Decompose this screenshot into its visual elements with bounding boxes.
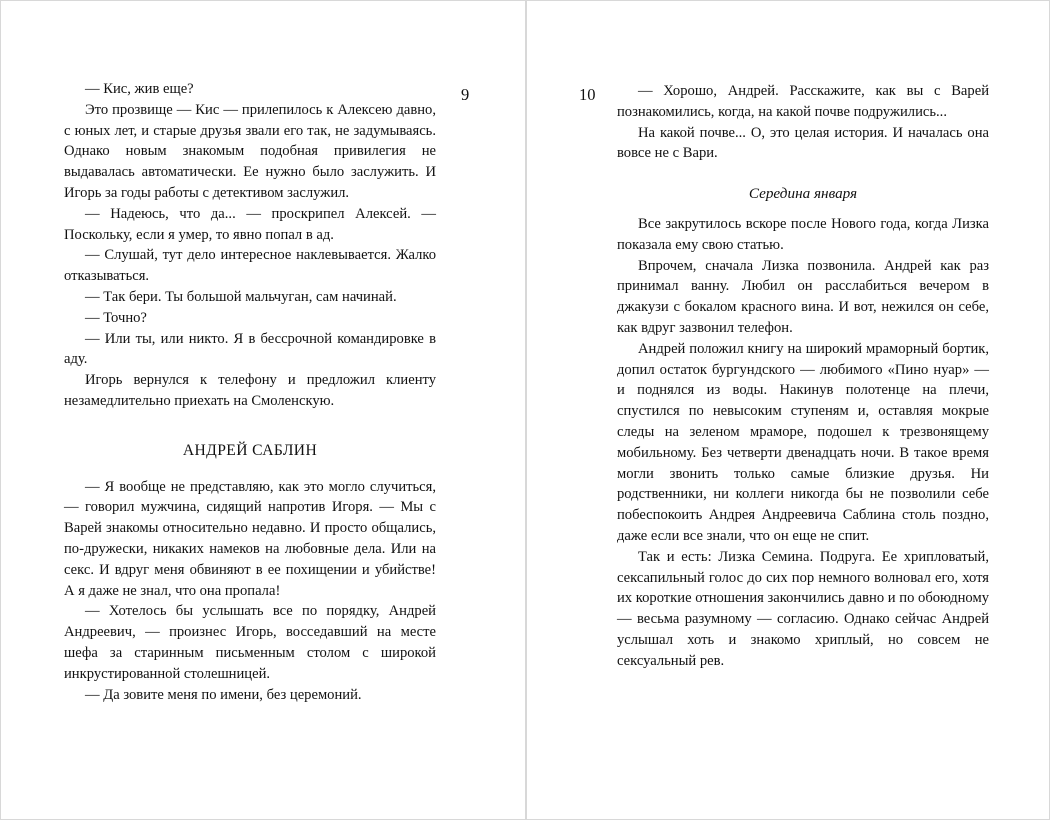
- paragraph: На какой почве... О, это целая история. И началась она вовсе не с Вари.: [617, 124, 989, 162]
- paragraph: — Так бери. Ты большой мальчуган, сам начинай.: [85, 288, 397, 305]
- page-text: [617, 81, 989, 672]
- paragraph: — Я вообще не представляю, как это могло случиться, — говорил мужчина, сидящий напротив Игоря. — Мы с Варей знакомы относительно недавно. И просто общались, по-дружески, никаких намеков на любовные дела. Или на секс. И вдруг меня обвиняют в ее похищении и убийстве! А я даже не знал, что она пропала!: [64, 478, 436, 599]
- paragraph: — Хотелось бы услышать все по порядку, Андрей Андреевич, — произнес Игорь, восседавший на месте шефа за старинным письменным столом с широкой инкрустированной столешницей.: [64, 603, 436, 682]
- paragraph: — Слушай, тут дело интересное наклевывается. Жалко отказываться.: [64, 247, 436, 285]
- paragraph: — Надеюсь, что да... — проскрипел Алексей. — Поскольку, если я умер, то явно попал в ад.: [64, 205, 436, 243]
- paragraph: — Кис, жив еще?: [85, 81, 194, 97]
- page-number: 9: [461, 85, 470, 104]
- paragraph: Игорь вернулся к телефону и предложил клиенту незамедлительно приехать на Смоленскую.: [64, 372, 436, 409]
- paragraph: — Точно?: [85, 309, 147, 326]
- left-page: [0, 0, 526, 820]
- paragraph: Это прозвище — Кис — прилепилось к Алексею давно, с юных лет, и старые друзья звали его так, не задумываясь. Однако новым знакомым подобная привилегия не выдавалась автоматически. Ее нужно было заслужить. И Игорь за годы работы с детективом заслужил.: [64, 101, 436, 201]
- paragraph: Так и есть: Лизка Семина. Подруга. Ее хрипловатый, сексапильный голос до сих пор немного волновал его, хотя их короткие отношения закончились давно и по обоюдному — весьма разумному — согласию. Однако сейчас Андрей услышал хоть и знакомо хриплый, но совсем не сексуальный рев.: [617, 548, 989, 669]
- chapter-heading: АНДРЕЙ САБЛИН: [182, 441, 318, 459]
- page-text: [64, 79, 436, 705]
- paragraph: — Или ты, или никто. Я в бессрочной командировке в аду.: [64, 330, 436, 368]
- right-page: [526, 0, 1050, 820]
- section-subheading: Середина января: [748, 185, 858, 203]
- paragraph: — Хорошо, Андрей. Расскажите, как вы с Варей познакомились, когда, на какой почве подружились...: [617, 83, 989, 120]
- page-number: 10: [579, 85, 596, 104]
- paragraph: Все закрутилось вскоре после Нового года, когда Лизка показала ему свою статью.: [617, 215, 989, 253]
- paragraph: Впрочем, сначала Лизка позвонила. Андрей как раз принимал ванну. Любил он расслабиться вечером в джакузи с бокалом красного вина. И вот, нежился он себе, как вдруг зазвонил телефон.: [617, 257, 989, 336]
- paragraph: — Да зовите меня по имени, без церемоний.: [85, 686, 362, 703]
- paragraph: Андрей положил книгу на широкий мраморный бортик, допил остаток бургундского — любимого «Пино нуар» — и поднялся из воды. Накинув полотенце на плечи, спустился по невысоким ступеням и, оставляя мокрые следы на зеленом мраморе, подошел к трезвонящему мобильному. Без четверти двенадцать ночи. В такое время могли звонить только самые близкие друзья. Ни родственники, ни коллеги никогда бы не позволили себе побеспокоить Андрея Андреевича Саблина столь поздно, даже если все знали, что он еще не спит.: [617, 340, 989, 544]
